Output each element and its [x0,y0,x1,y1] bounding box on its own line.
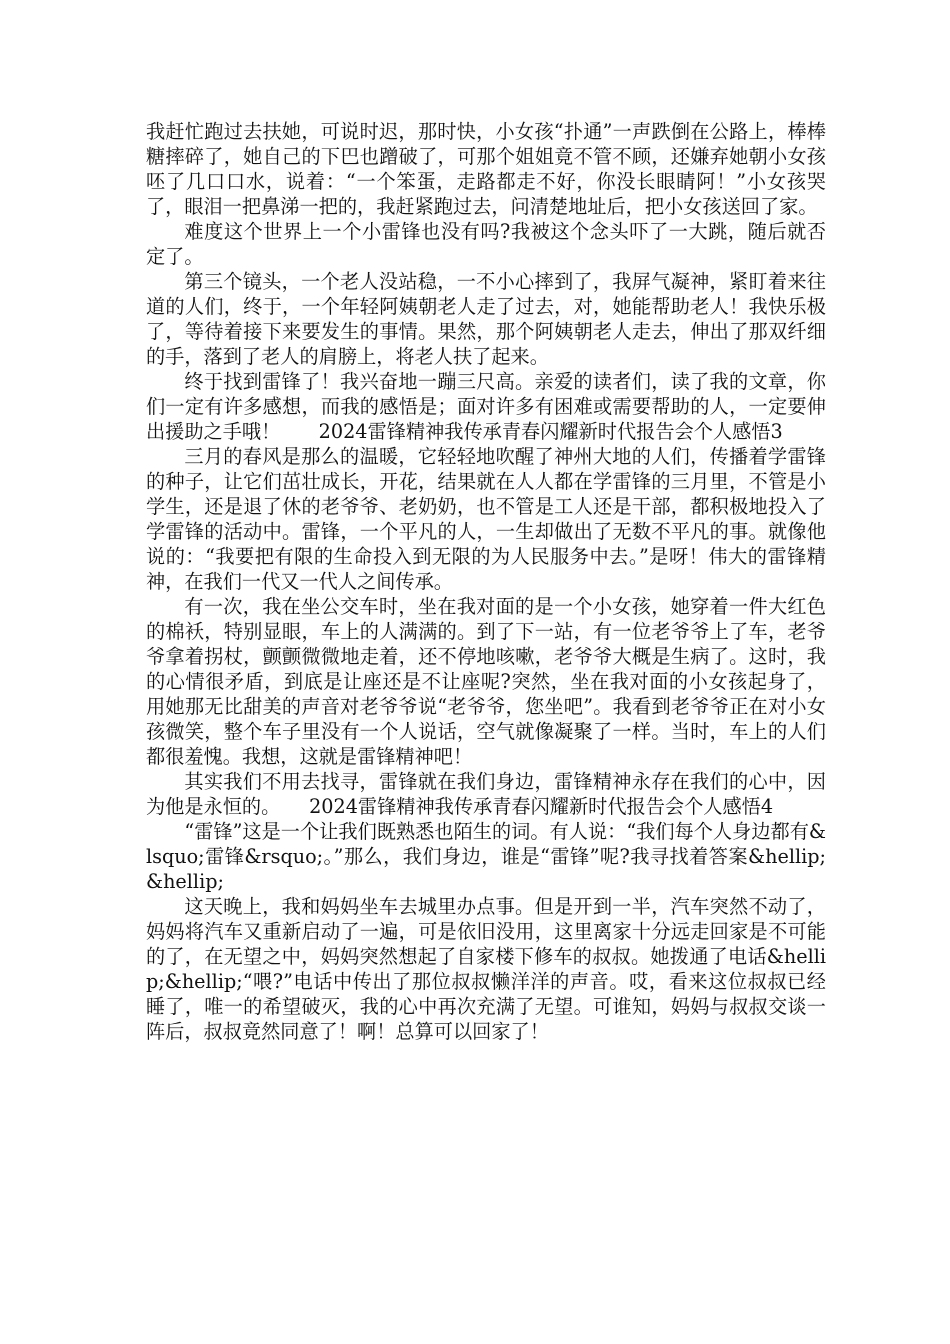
document-body [146,119,826,1044]
paragraph: 难度这个世界上一个小雷锋也没有吗?我被这个念头吓了一大跳，随后就否定了。 [146,220,826,268]
paragraph: 其实我们不用去找寻，雷锋就在我们身边，雷锋精神永存在我们的心中，因为他是永恒的。 2024雷锋精神我传承青春闪耀新时代报告会个人感悟4 [146,770,826,818]
paragraph: “雷锋”这是一个让我们既熟悉也陌生的词。有人说：“我们每个人身边都有&lsquo;雷锋&rsquo;。”那么，我们身边，谁是“雷锋”呢?我寻找着答案&hellip;&hellip; [146,820,826,893]
paragraph: 三月的春风是那么的温暖，它轻轻地吹醒了神州大地的人们，传播着学雷锋的种子，让它们茁壮成长，开花，结果就在人人都在学雷锋的三月里，不管是小学生，还是退了休的老爷爷、老奶奶，也不管是工人还是干部，都积极地投入了学雷锋的活动中。雷锋，一个平凡的人，一生却做出了无数不平凡的事。就像他说的：“我要把有限的生命投入到无限的为人民服务中去。”是呀！伟大的雷锋精神，在我们一代又一代人之间传承。 [146,445,826,593]
paragraph: 第三个镜头，一个老人没站稳，一不小心摔到了，我屏气凝神，紧盯着来往道的人们，终于，一个年轻阿姨朝老人走了过去，对，她能帮助老人！我快乐极了，等待着接下来要发生的事情。果然，那个阿姨朝老人走去，伸出了那双纤细的手，落到了老人的肩膀上，将老人扶了起来。 [146,270,826,368]
paragraph: 终于找到雷锋了！我兴奋地一蹦三尺高。亲爱的读者们，读了我的文章，你们一定有许多感想，而我的感悟是；面对许多有困难或需要帮助的人，一定要伸出援助之手哦！ 2024雷锋精神我传承青春闪耀新时代报告会个人感悟3 [146,370,826,443]
paragraph: 有一次，我在坐公交车时，坐在我对面的是一个小女孩，她穿着一件大红色的棉袄，特别显眼，车上的人满满的。到了下一站，有一位老爷爷上了车，老爷爷拿着拐杖，颤颤微微地走着，还不停地咳嗽，老爷爷大概是生病了。这时，我的心情很矛盾，到底是让座还是不让座呢?突然，坐在我对面的小女孩起身了，用她那无比甜美的声音对老爷爷说“老爷爷，您坐吧”。我看到老爷爷正在对小女孩微笑，整个车子里没有一个人说话，空气就像凝聚了一样。当时，车上的人们都很羞愧。我想，这就是雷锋精神吧！ [146,595,826,768]
paragraph: 这天晚上，我和妈妈坐车去城里办点事。但是开到一半，汽车突然不动了，妈妈将汽车又重新启动了一遍，可是依旧没用，这里离家十分远走回家是不可能的了，在无望之中，妈妈突然想起了自家楼下修车的叔叔。她拨通了电话&hellip;&hellip;“喂?”电话中传出了那位叔叔懒洋洋的声音。哎，看来这位叔叔已经睡了，唯一的希望破灭，我的心中再次充满了无望。可谁知，妈妈与叔叔交谈一阵后，叔叔竟然同意了！啊！总算可以回家了！ [146,895,826,1043]
paragraph: 我赶忙跑过去扶她，可说时迟，那时快，小女孩“扑通”一声跌倒在公路上，棒棒糖摔碎了，她自己的下巴也蹭破了，可那个姐姐竟不管不顾，还嫌弃她朝小女孩呸了几口口水，说着：“一个笨蛋，走路都走不好，你没长眼睛阿！”小女孩哭了，眼泪一把鼻涕一把的，我赶紧跑过去，问清楚地址后，把小女孩送回了家。 [146,120,826,218]
